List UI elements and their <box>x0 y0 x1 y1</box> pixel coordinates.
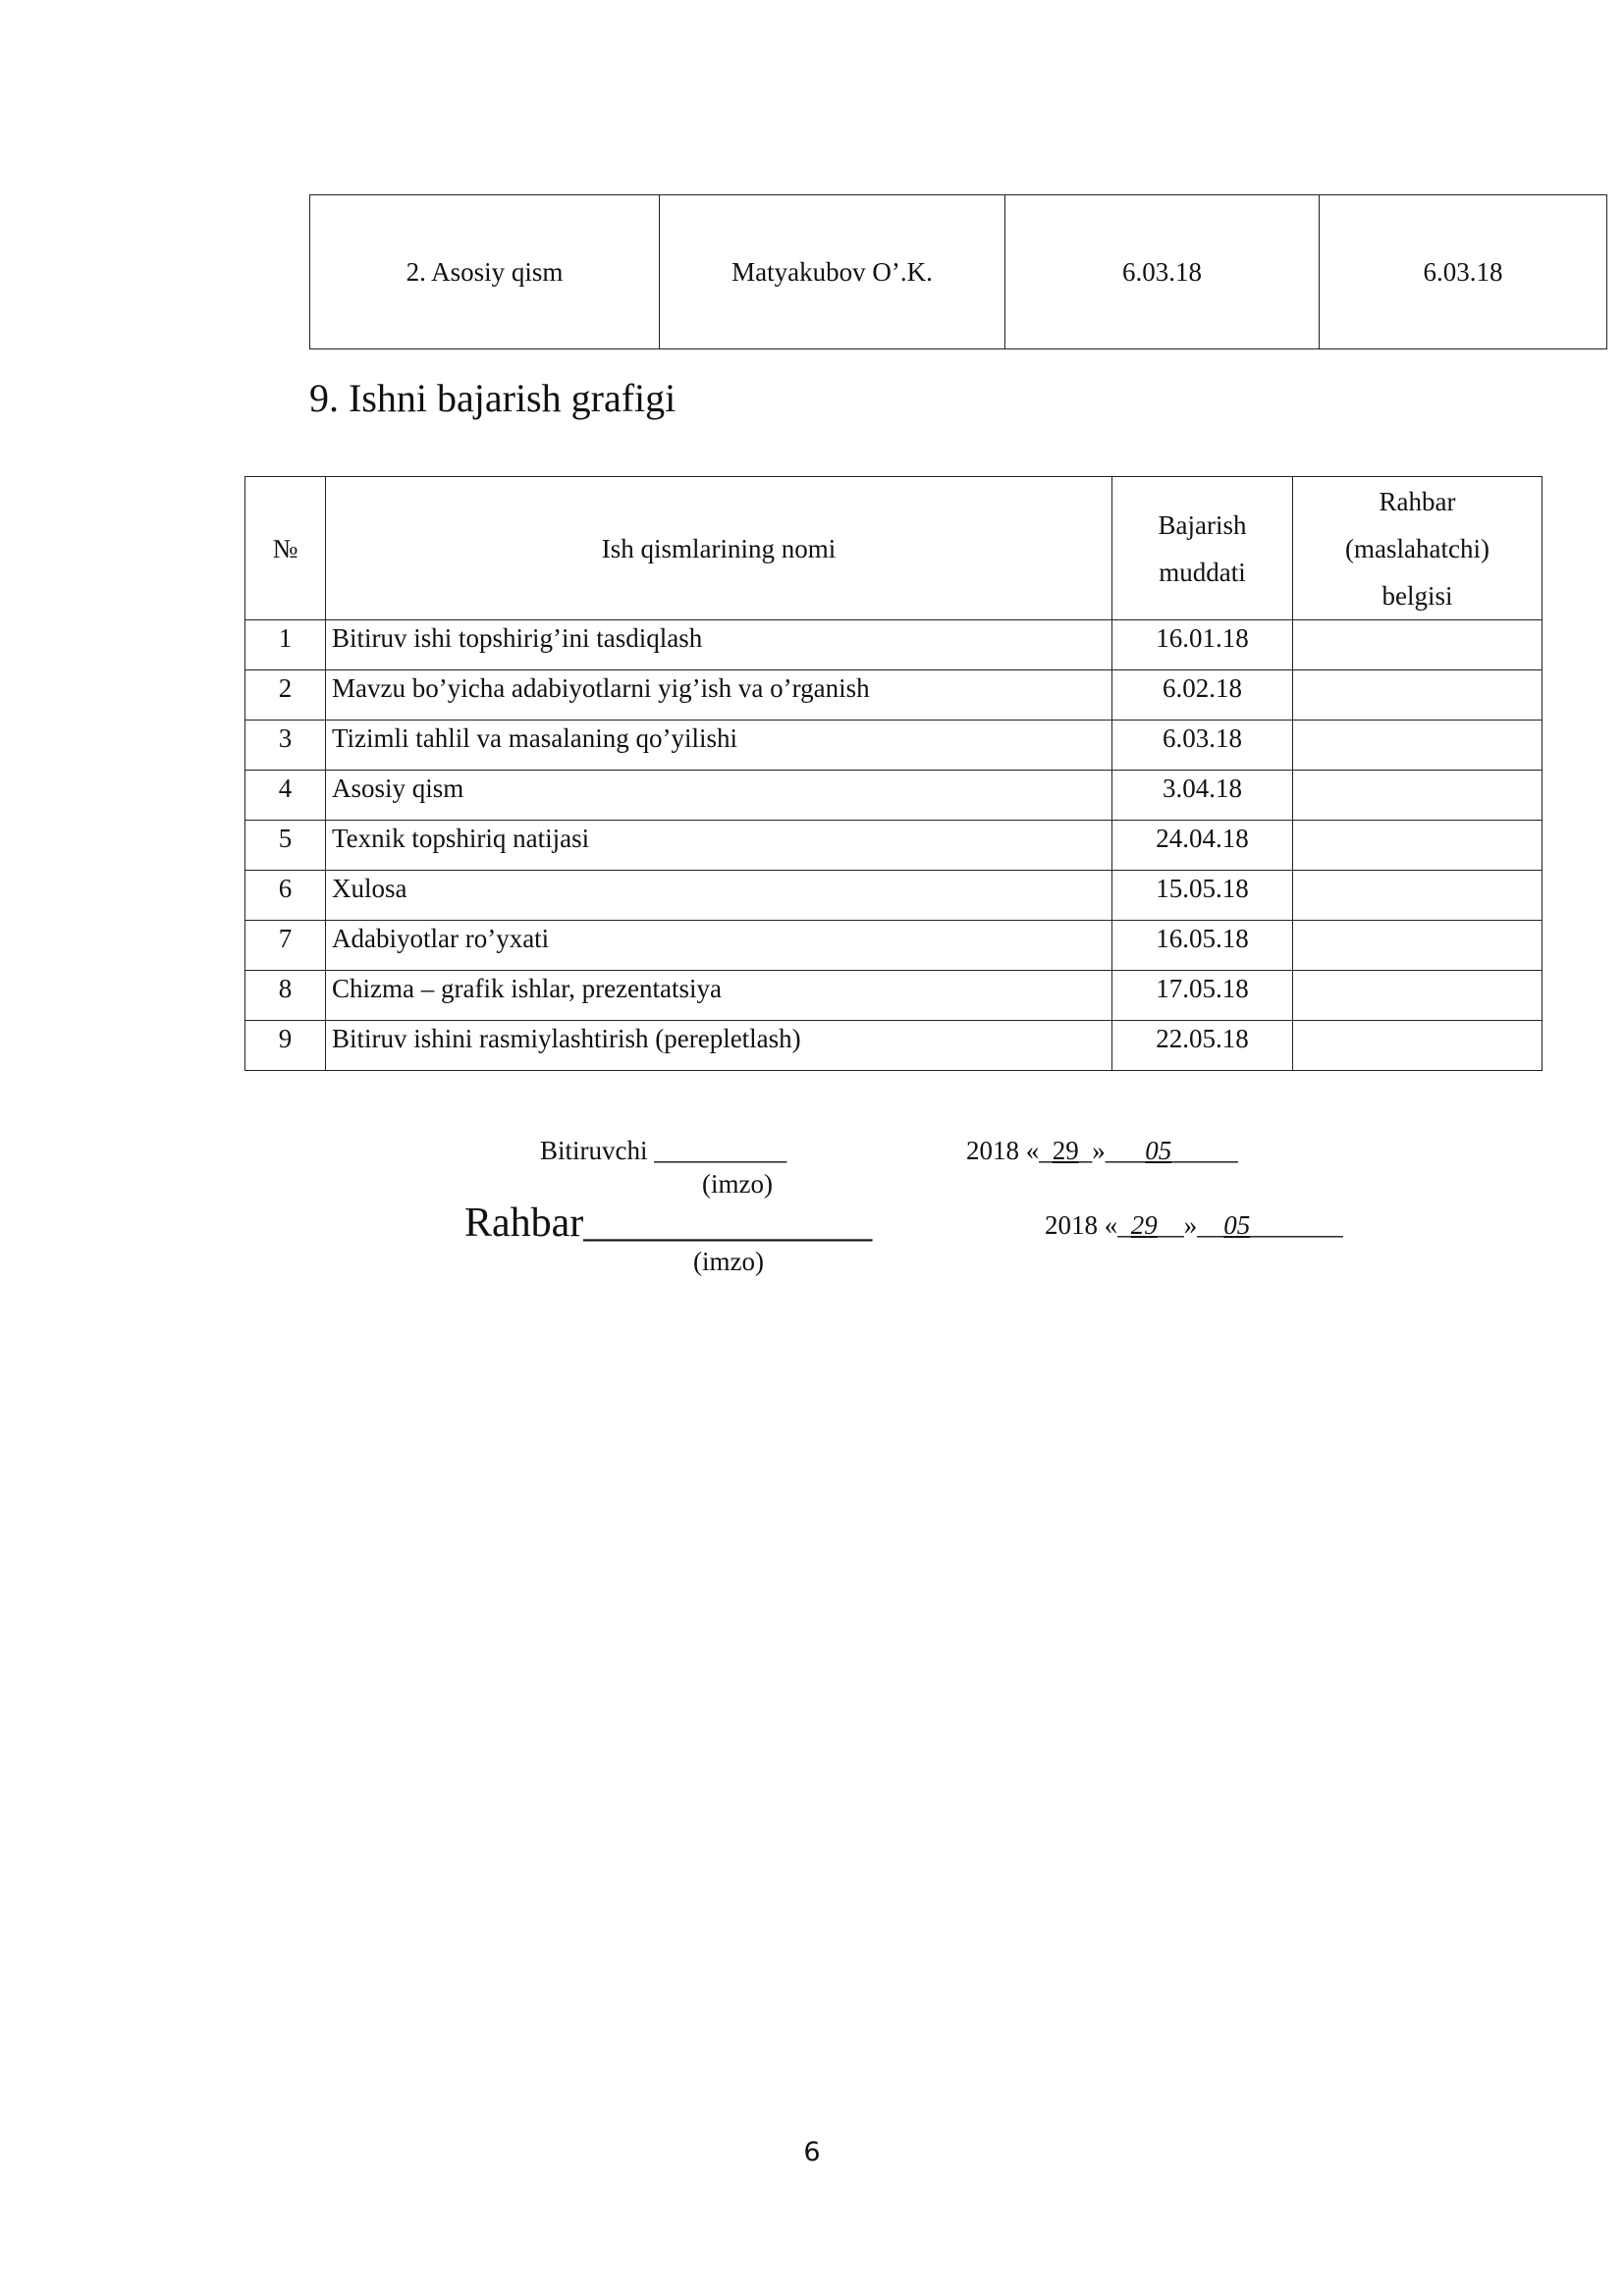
supervisor-date <box>1045 1210 1343 1241</box>
graduate-label: Bitiruvchi <box>540 1136 648 1165</box>
row-deadline: 15.05.18 <box>1112 871 1293 921</box>
row-number: 9 <box>245 1021 326 1071</box>
row-task-name: Xulosa <box>326 871 1112 921</box>
date-month: 05 <box>1145 1136 1172 1165</box>
row-task-name: Adabiyotlar ro’yxati <box>326 921 1112 971</box>
supervisor-signature-caption: (imzo) <box>693 1247 764 1276</box>
row-deadline: 16.01.18 <box>1112 620 1293 670</box>
row-sign-cell <box>1293 871 1543 921</box>
row-task-name: Asosiy qism <box>326 771 1112 821</box>
row-task-name: Bitiruv ishi topshirig’ini tasdiqlash <box>326 620 1112 670</box>
table-row <box>245 821 1543 871</box>
row-number: 3 <box>245 721 326 771</box>
row-task-name: Tizimli tahlil va masalaning qo’yilishi <box>326 721 1112 771</box>
table-cell: Matyakubov O’.K. <box>660 195 1005 349</box>
row-number: 2 <box>245 670 326 721</box>
table-cell: 2. Asosiy qism <box>310 195 660 349</box>
date-year: 2018 «_ <box>966 1136 1053 1165</box>
date-end: _______ <box>1250 1210 1343 1240</box>
row-sign-cell <box>1293 771 1543 821</box>
schedule-table <box>244 476 1543 1071</box>
row-sign-cell <box>1293 971 1543 1021</box>
table-row <box>245 721 1543 771</box>
row-task-name: Bitiruv ishini rasmiylashtirish (perepletlash) <box>326 1021 1112 1071</box>
continuation-table <box>309 194 1607 349</box>
table-row <box>245 871 1543 921</box>
row-sign-cell <box>1293 921 1543 971</box>
row-deadline: 17.05.18 <box>1112 971 1293 1021</box>
date-day: 29 <box>1130 1210 1158 1240</box>
header-sign-line: Rahbar <box>1379 486 1456 516</box>
row-deadline: 6.03.18 <box>1112 721 1293 771</box>
table-row <box>245 971 1543 1021</box>
table-row <box>245 670 1543 721</box>
header-deadline <box>1112 477 1293 620</box>
table-header-row <box>245 477 1543 620</box>
row-deadline: 22.05.18 <box>1112 1021 1293 1071</box>
row-deadline: 24.04.18 <box>1112 821 1293 871</box>
page-number: 6 <box>803 2137 821 2167</box>
row-deadline: 3.04.18 <box>1112 771 1293 821</box>
row-number: 8 <box>245 971 326 1021</box>
header-number: № <box>245 477 326 620</box>
row-number: 6 <box>245 871 326 921</box>
graduate-signature-blank: __________ <box>654 1136 787 1165</box>
table-row <box>245 771 1543 821</box>
row-sign-cell <box>1293 721 1543 771</box>
section-heading: 9. Ishni bajarish grafigi <box>309 376 677 420</box>
date-day: 29 <box>1052 1136 1079 1165</box>
table-cell: 6.03.18 <box>1320 195 1607 349</box>
row-task-name: Chizma – grafik ishlar, prezentatsiya <box>326 971 1112 1021</box>
graduate-signature-caption: (imzo) <box>702 1169 773 1199</box>
date-year: 2018 «_ <box>1045 1210 1131 1240</box>
row-task-name: Mavzu bo’yicha adabiyotlarni yig’ish va o’rganish <box>326 670 1112 721</box>
row-number: 7 <box>245 921 326 971</box>
header-deadline-line: muddati <box>1159 557 1246 587</box>
row-deadline: 6.02.18 <box>1112 670 1293 721</box>
row-number: 4 <box>245 771 326 821</box>
graduate-signature <box>540 1136 786 1166</box>
table-row <box>245 921 1543 971</box>
supervisor-signature <box>464 1200 872 1247</box>
supervisor-label: Rahbar <box>464 1201 584 1246</box>
row-deadline: 16.05.18 <box>1112 921 1293 971</box>
row-number: 1 <box>245 620 326 670</box>
row-number: 5 <box>245 821 326 871</box>
row-sign-cell <box>1293 670 1543 721</box>
header-supervisor-sign <box>1293 477 1543 620</box>
table-row <box>245 620 1543 670</box>
header-task-name: Ish qismlarining nomi <box>326 477 1112 620</box>
date-separator: __»__ <box>1157 1210 1224 1240</box>
date-end: _____ <box>1171 1136 1238 1165</box>
header-sign-line: (maslahatchi) <box>1345 533 1489 563</box>
row-sign-cell <box>1293 1021 1543 1071</box>
date-month: 05 <box>1223 1210 1251 1240</box>
supervisor-signature-blank: ______________ <box>583 1201 873 1246</box>
table-row <box>310 195 1607 349</box>
row-sign-cell <box>1293 821 1543 871</box>
date-separator: _»___ <box>1078 1136 1146 1165</box>
row-task-name: Texnik topshiriq natijasi <box>326 821 1112 871</box>
graduate-date <box>966 1136 1238 1166</box>
header-sign-line: belgisi <box>1381 580 1453 611</box>
header-deadline-line: Bajarish <box>1158 509 1247 540</box>
table-row <box>245 1021 1543 1071</box>
table-cell: 6.03.18 <box>1005 195 1320 349</box>
row-sign-cell <box>1293 620 1543 670</box>
